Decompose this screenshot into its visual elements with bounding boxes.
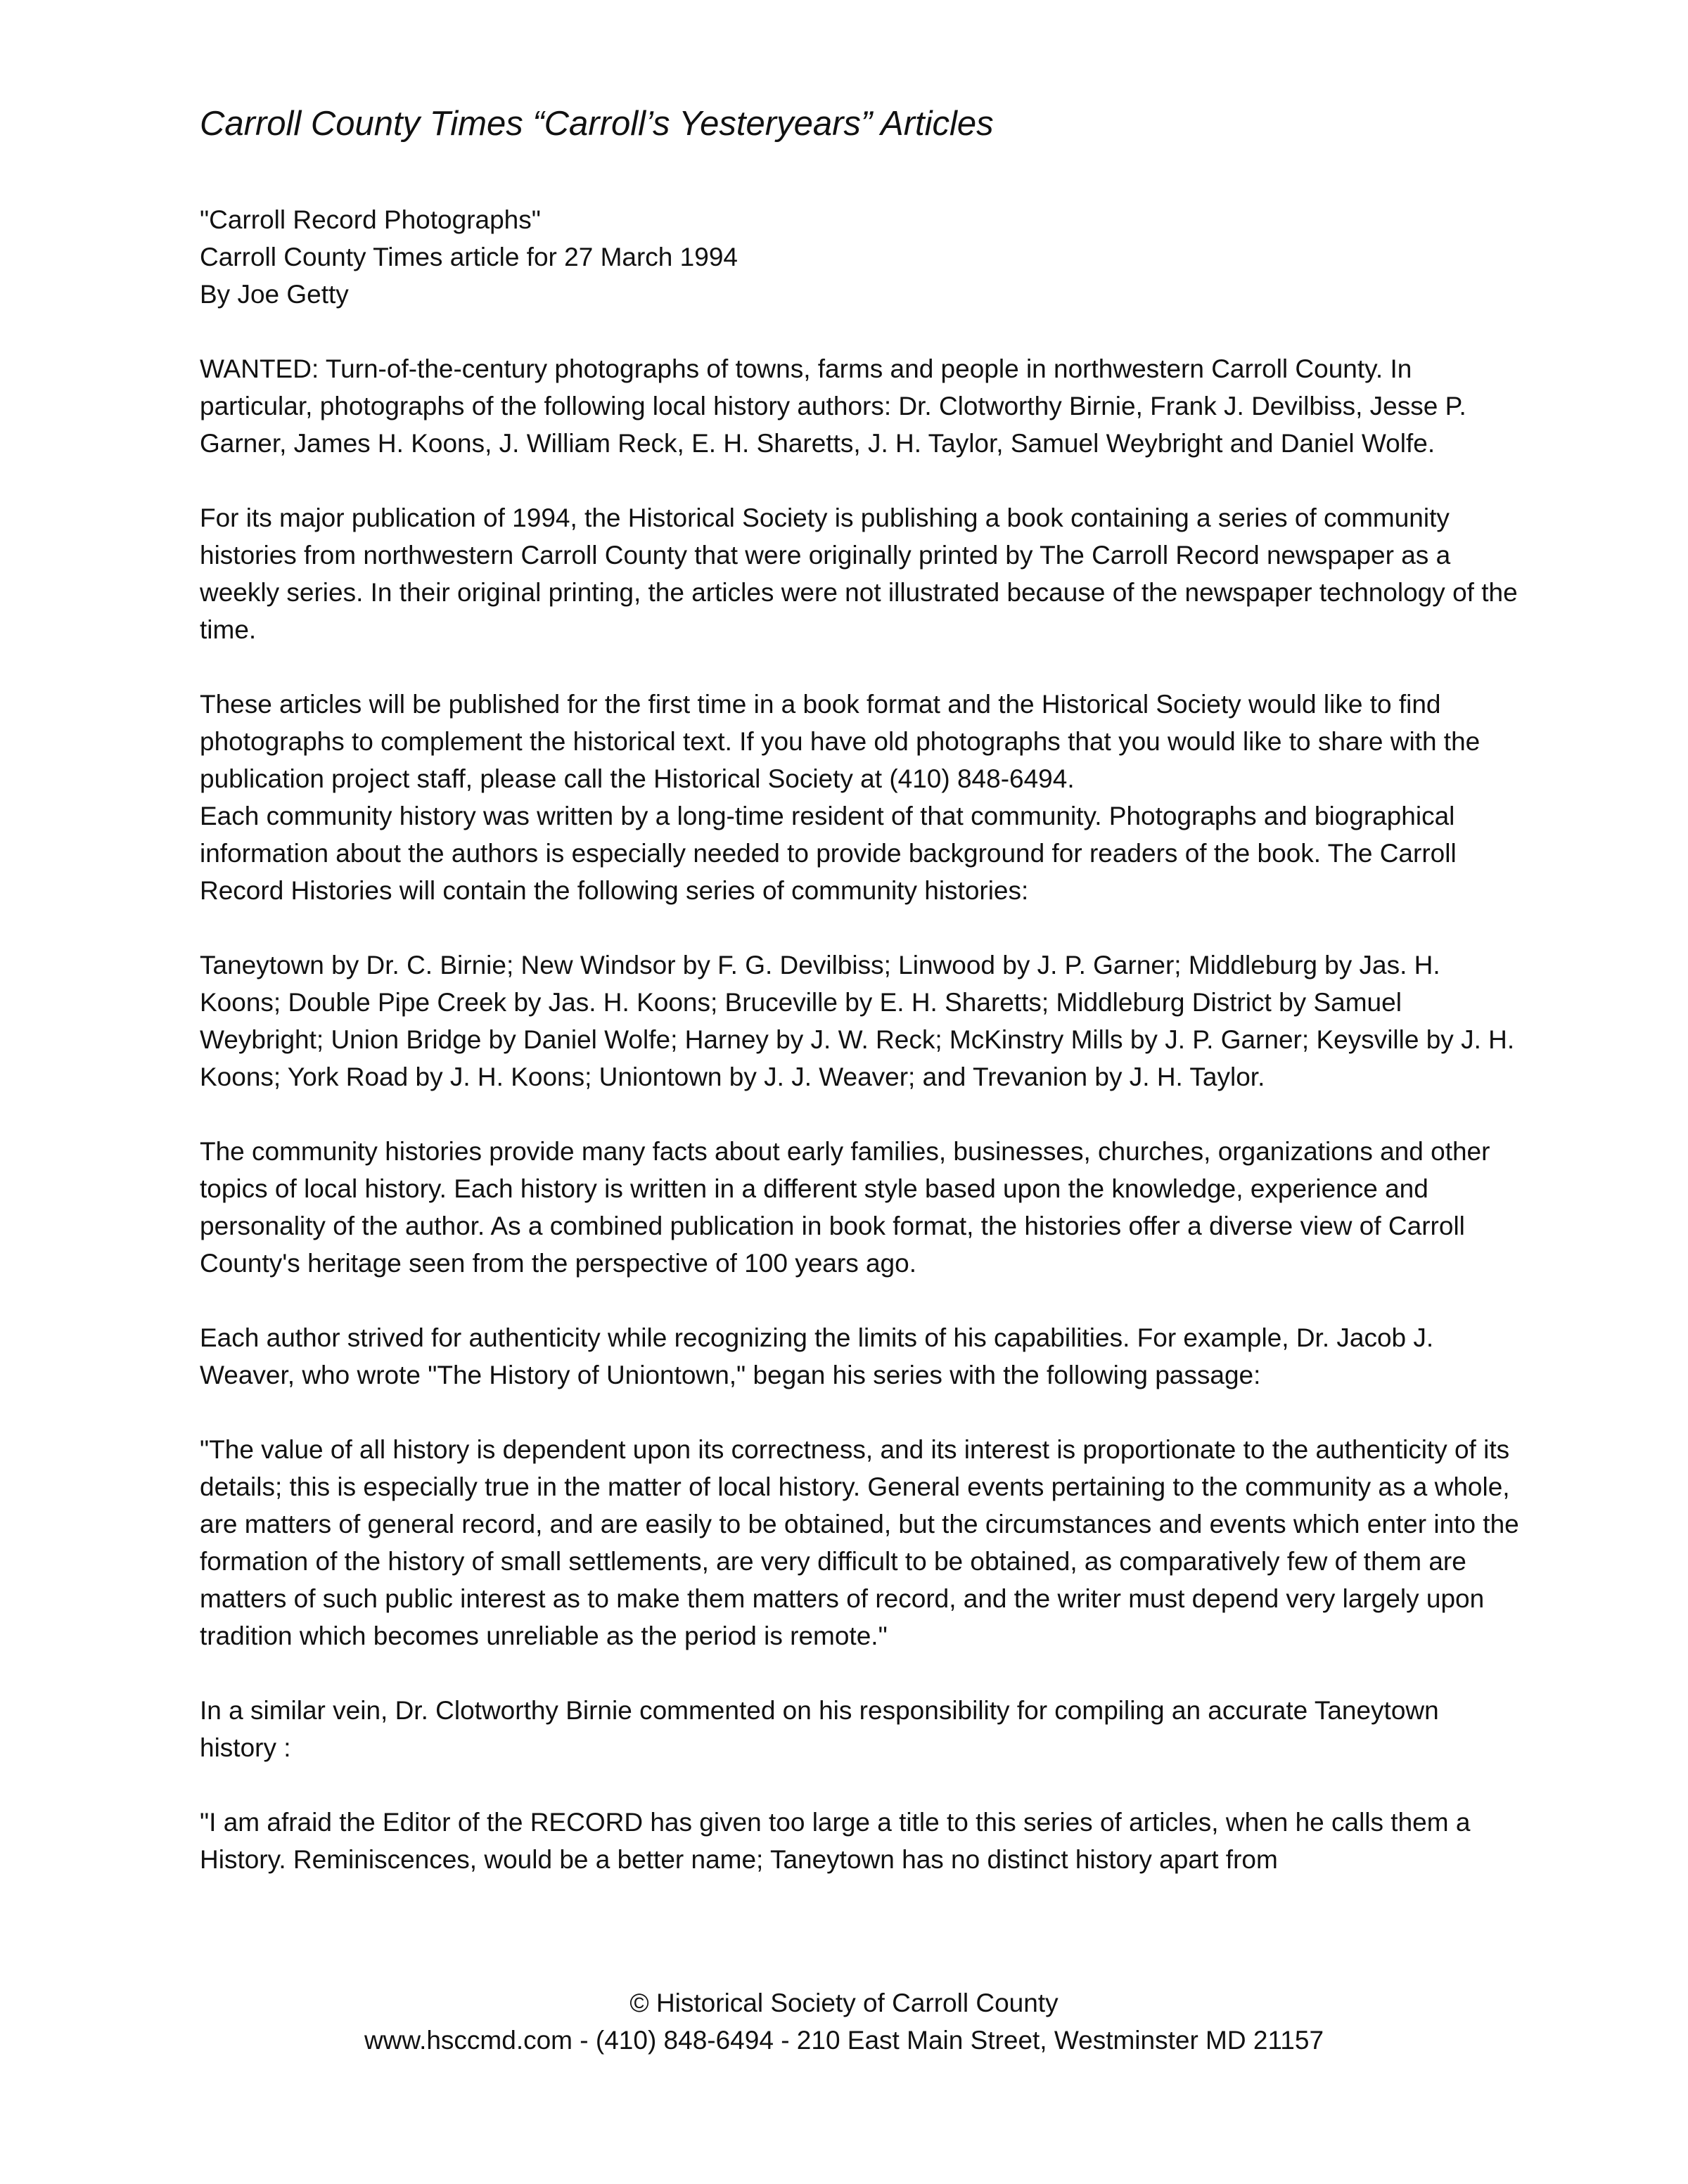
paragraph-publication: For its major publication of 1994, the Historical Society is publishing a book containing a series of community histories from northwestern Carroll County that were originally printed by The Carroll Record newspaper as a weekly series. In their original printing, the articles were not illustrated because of the newspaper technology of the time. xyxy=(200,503,1518,644)
paragraph-wanted: WANTED: Turn-of-the-century photographs of towns, farms and people in northwestern Carroll County. In particular, photographs of the following local history authors: Dr. Clotworthy Birnie, Frank J. Devilbiss, Jesse P. Garner, James H. Koons, J. William Reck, E. H. Sharetts, J. H. Taylor, Samuel Weybright and Daniel Wolfe. xyxy=(200,354,1466,458)
quote-birnie: "I am afraid the Editor of the RECORD has given too large a title to this series of articles, when he calls them a History. Reminiscences, would be a better name; Taneytown has no distinct history apart from xyxy=(200,1808,1471,1874)
paragraph-birnie: In a similar vein, Dr. Clotworthy Birnie commented on his responsibility for compiling an accurate Taneytown history : xyxy=(200,1696,1439,1762)
quote-weaver: "The value of all history is dependent upon its correctness, and its interest is proportionate to the authenticity of its details; this is especially true in the matter of local history. General events pertaining to the community as a whole, are matters of general record, and are easily to be obtained, but the circumstances and events which enter into the formation of the history of small settlements, are very difficult to be obtained, as comparatively few of them are matters of such public interest as to make them matters of record, and the writer must depend very largely upon tradition which becomes unreliable as the period is remote." xyxy=(200,1435,1519,1650)
article-body xyxy=(200,201,1522,1878)
footer-copyright: © Historical Society of Carroll County xyxy=(629,1989,1059,2017)
series-title: Carroll County Times “Carroll’s Yesteryears” Articles xyxy=(200,105,994,143)
page-footer xyxy=(0,1984,1688,2059)
footer-contact: www.hsccmd.com - (410) 848-6494 - 210 East Main Street, Westminster MD 21157 xyxy=(364,2026,1324,2055)
article-dateline: Carroll County Times article for 27 March 1994 xyxy=(200,243,738,271)
paragraph-photographs-request: These articles will be published for the first time in a book format and the Historical Society would like to find photographs to complement the historical text. If you have old photographs that you would like to share with the publication project staff, please call the Historical Society at (410) 848-6494. xyxy=(200,690,1481,793)
article-byline: By Joe Getty xyxy=(200,280,349,309)
paragraph-histories-list: Taneytown by Dr. C. Birnie; New Windsor by F. G. Devilbiss; Linwood by J. P. Garner; Middleburg by Jas. H. Koons; Double Pipe Creek by Jas. H. Koons; Bruceville by E. H. Sharetts; Middleburg District by Samuel Weybright; Union Bridge by Daniel Wolfe; Harney by J. W. Reck; McKinstry Mills by J. P. Garner; Keysville by J. H. Koons; York Road by J. H. Koons; Uniontown by J. J. Weaver; and Trevanion by J. H. Taylor. xyxy=(200,951,1515,1091)
article-headline: "Carroll Record Photographs" xyxy=(200,205,541,234)
paragraph-authenticity: Each author strived for authenticity while recognizing the limits of his capabilities. For example, Dr. Jacob J. Weaver, who wrote "The History of Uniontown," began his series with the following passage: xyxy=(200,1323,1434,1389)
paragraph-facts: The community histories provide many facts about early families, businesses, churches, organizations and other topics of local history. Each history is written in a different style based upon the knowledge, experience and personality of the author. As a combined publication in book format, the histories offer a diverse view of Carroll County's heritage seen from the perspective of 100 years ago. xyxy=(200,1137,1490,1278)
paragraph-community-history: Each community history was written by a long-time resident of that community. Photographs and biographical information about the authors is especially needed to provide background for readers of the book. The Carroll Record Histories will contain the following series of community histories: xyxy=(200,802,1457,905)
